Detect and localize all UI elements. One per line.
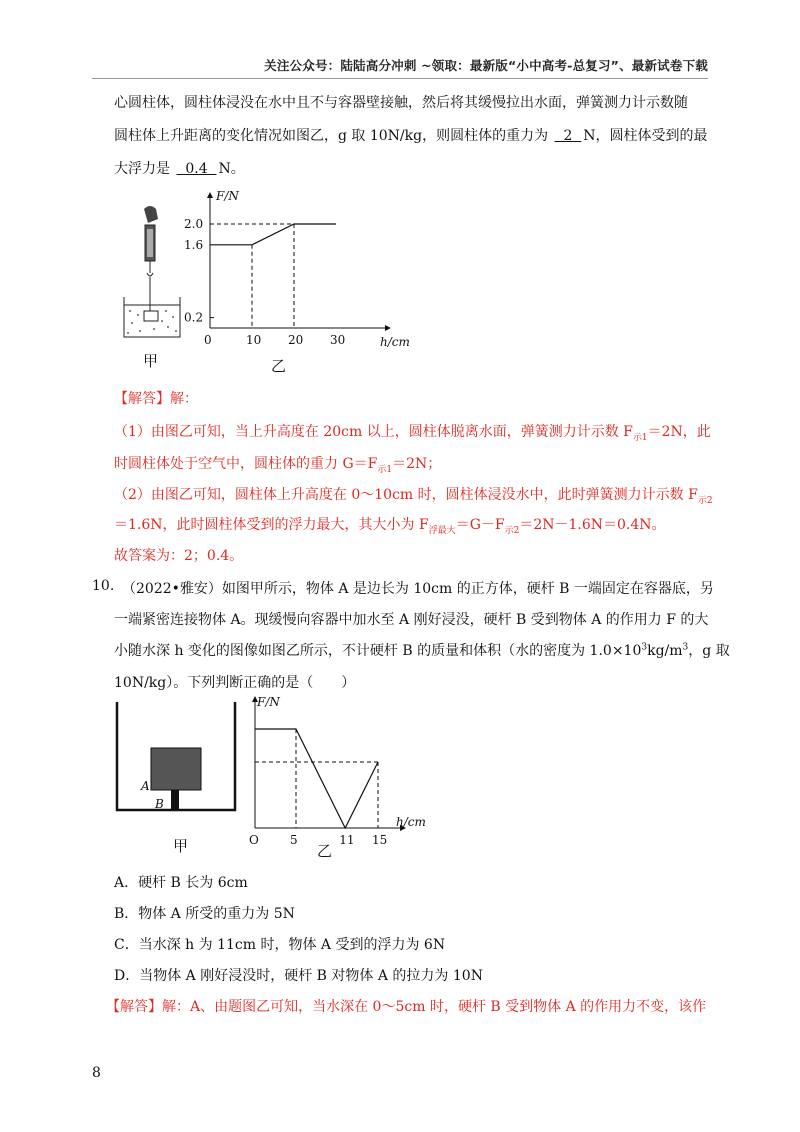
q9-solution-label: 【解答】解： [114,391,198,407]
q10-figure-right-caption: 乙 [317,842,333,860]
q10-solution: 【解答】解：A、由题图乙可知，当水深在 0～5cm 时，硬杆 B 受到物体 A 的作用力不变，该作 [106,999,707,1015]
y-tick-label: 0.2 [184,310,204,325]
x-tick-label: 0 [204,333,212,347]
header-rule [92,78,708,79]
x-axis-label: h/cm [396,815,426,829]
page-number: 8 [92,1065,101,1081]
q10-line1: （2022•雅安）如图甲所示，物体 A 是边长为 10cm 的正方体，硬杆 B 一端固定在容器底，另 [122,581,714,597]
series-line [210,224,336,245]
q9-figure-right-caption: 乙 [271,357,287,375]
q9-chart [180,190,420,350]
series-line [255,729,378,828]
q10-label-B: B [155,797,164,811]
y-axis-arrow [207,192,213,198]
q9-solution-p2-cont: ＝1.6N，此时圆柱体受到的浮力最大，其大小为 $F_{浮最大}=G-F_{示2}=2N-1.6N=0.4N$。 [114,517,666,536]
x-tick-label: 5 [290,833,298,847]
x-tick-label: 10 [246,333,262,347]
q10-option-c: C．当水深 h 为 11cm 时，物体 A 受到的浮力为 6N [114,937,446,953]
q10-option-d: D．当物体 A 刚好浸没时，硬杆 B 对物体 A 的拉力为 10N [114,968,483,984]
x-tick-label: 30 [330,333,346,347]
page-header: 关注公众号：陆陆高分冲刺 ~领取：最新版“小中高考-总复习”、最新试卷下载 [264,58,708,73]
q10-number: 10. [92,578,115,594]
y-tick-label: 2.0 [184,217,204,231]
q9-solution-p1-cont: 时圆柱体处于空气中，圆柱体的重力 $G=F_{示1}=2N$； [114,456,442,475]
q9-answer1: 2 [563,128,573,144]
q10-figure-left [115,700,240,840]
q10-option-a: A．硬杆 B 长为 6cm [114,875,248,891]
q9-line2: 圆柱体上升距离的变化情况如图乙，g 取 10N/kg，则圆柱体的重力为 2 N，圆柱体受到的最 [114,128,708,144]
y-tick-label: 1.6 [184,237,204,252]
q9-figure-left-caption: 甲 [143,352,159,370]
q9-line3: 大浮力是 0.4 N。 [114,161,245,177]
q10-line3: 小随水深 h 变化的图像如图乙所示，不计硬杆 B 的质量和体积（水的密度为 $1.0\times 10^3kg/m^3$，g 取 [114,642,730,659]
x-axis-arrow [385,325,391,331]
q9-answer-line: 故答案为：2；0.4。 [114,548,244,564]
q9-figure-left [118,205,188,345]
q10-label-A: A [141,779,150,793]
q9-answer2: 0.4 [185,161,208,177]
x-tick-label: 15 [372,833,388,847]
y-axis-label: F/N [257,695,280,709]
x-tick-label: 11 [339,833,355,847]
x-tick-label: 20 [288,333,304,347]
q10-option-b: B．物体 A 所受的重力为 5N [114,906,295,922]
x-tick-label: O [249,833,259,847]
q10-line2: 一端紧密连接物体 A。现缓慢向容器中加水至 A 刚好浸没，硬杆 B 受到物体 A 的作用力 F 的大 [114,612,709,628]
q9-line1: 心圆柱体，圆柱体浸没在水中且不与容器壁接触，然后将其缓慢拉出水面，弹簧测力计示数随 [114,95,688,111]
q10-chart [240,692,440,847]
q9-solution-p2: （2）由图乙可知，圆柱体上升高度在 0～10cm 时，圆柱体浸没水中，此时弹簧测力计示数 $F_{示2}$ [114,487,713,506]
q10-figure-left-caption: 甲 [173,837,189,855]
q10-line4: 10N/kg）。下列判断正确的是（ ） [114,675,356,691]
x-axis-label: h/cm [380,335,410,349]
q9-solution-p1: （1）由图乙可知，当上升高度在 20cm 以上，圆柱体脱离水面，弹簧测力计示数 $F_{示1}=2N$，此 [114,424,711,443]
y-axis-label: F/N [216,189,239,203]
